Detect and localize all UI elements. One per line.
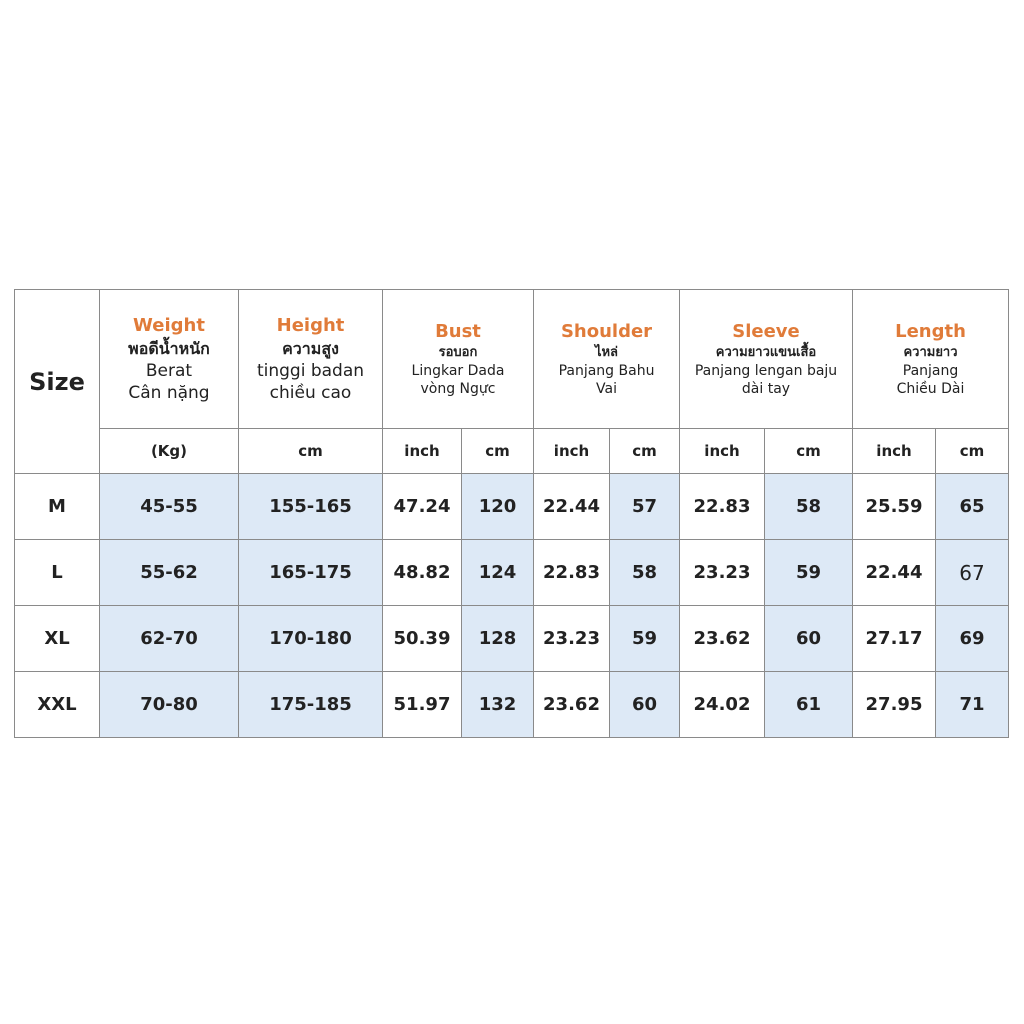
sleeve-inch-cell: 23.62 [680,606,765,672]
height-cell: 175-185 [239,672,383,738]
length-vietnamese-label: Chiều Dài [896,381,965,398]
bust-thai-label: รอบอก [438,345,478,361]
size-header-label: Size [29,367,85,396]
shoulder-cm-cell: 59 [610,606,680,672]
sleeve-cm-cell: 59 [765,540,853,606]
height-indonesian-label: tinggi badan [256,361,365,381]
unit-cell: cm [936,429,1009,474]
length-inch-cell: 27.17 [853,606,936,672]
weight-header [100,290,239,429]
sleeve-inch-cell: 22.83 [680,474,765,540]
header-row [15,290,1009,429]
unit-row [15,429,1009,474]
shoulder-cm-cell: 57 [610,474,680,540]
shoulder-indonesian-label: Panjang Bahu [558,362,655,379]
sleeve-inch-cell: 23.23 [680,540,765,606]
unit-cell: inch [853,429,936,474]
shoulder-inch-cell: 22.83 [534,540,610,606]
length-cm-cell: 67 [936,540,1009,606]
height-cell: 165-175 [239,540,383,606]
weight-cell: 70-80 [100,672,239,738]
weight-cell: 45-55 [100,474,239,540]
weight-cell: 62-70 [100,606,239,672]
shoulder-cm-cell: 58 [610,540,680,606]
sleeve-inch-cell: 24.02 [680,672,765,738]
weight-cell: 55-62 [100,540,239,606]
length-label: Length [895,320,966,342]
length-inch-cell: 25.59 [853,474,936,540]
sleeve-indonesian-label: Panjang lengan baju [694,362,838,379]
length-header [853,290,1009,429]
shoulder-thai-label: ไหล่ [594,345,619,361]
weight-vietnamese-label: Cân nặng [128,383,210,404]
length-cm-cell: 71 [936,672,1009,738]
height-cell: 170-180 [239,606,383,672]
shoulder-cm-cell: 60 [610,672,680,738]
table-row [15,672,1009,738]
size-header-cell [15,290,100,474]
length-indonesian-label: Panjang [902,362,959,379]
size-cell: M [15,474,100,540]
bust-cm-cell: 124 [462,540,534,606]
shoulder-inch-cell: 23.23 [534,606,610,672]
length-thai-label: ความยาว [903,345,958,361]
bust-label: Bust [435,320,481,342]
bust-header [383,290,534,429]
size-cell: XL [15,606,100,672]
unit-cell: cm [239,429,383,474]
shoulder-vietnamese-label: Vai [596,381,617,398]
unit-cell: inch [534,429,610,474]
sleeve-header [680,290,853,429]
height-thai-label: ความสูง [282,339,339,359]
bust-vietnamese-label: vòng Ngực [420,381,496,398]
unit-cell: cm [610,429,680,474]
length-cm-cell: 69 [936,606,1009,672]
sleeve-cm-cell: 61 [765,672,853,738]
unit-cell: inch [680,429,765,474]
height-header [239,290,383,429]
weight-indonesian-label: Berat [145,361,193,381]
shoulder-inch-cell: 22.44 [534,474,610,540]
height-vietnamese-label: chiều cao [269,383,352,404]
size-cell: L [15,540,100,606]
bust-cm-cell: 120 [462,474,534,540]
size-cell: XXL [15,672,100,738]
unit-cell: cm [462,429,534,474]
bust-cm-cell: 128 [462,606,534,672]
sleeve-thai-label: ความยาวแขนเสื้อ [715,345,817,361]
length-cm-cell: 65 [936,474,1009,540]
bust-indonesian-label: Lingkar Dada [411,362,505,379]
shoulder-header [534,290,680,429]
table-row [15,474,1009,540]
sleeve-vietnamese-label: dài tay [741,381,791,398]
table-row [15,606,1009,672]
size-chart-table [14,289,1009,738]
sleeve-label: Sleeve [732,320,800,342]
length-inch-cell: 27.95 [853,672,936,738]
sleeve-cm-cell: 60 [765,606,853,672]
height-label: Height [276,314,345,336]
sleeve-cm-cell: 58 [765,474,853,540]
shoulder-inch-cell: 23.62 [534,672,610,738]
bust-inch-cell: 47.24 [383,474,462,540]
weight-label: Weight [133,314,205,336]
bust-inch-cell: 48.82 [383,540,462,606]
shoulder-label: Shoulder [560,320,653,342]
bust-cm-cell: 132 [462,672,534,738]
table-row [15,540,1009,606]
bust-inch-cell: 51.97 [383,672,462,738]
unit-cell: inch [383,429,462,474]
height-cell: 155-165 [239,474,383,540]
bust-inch-cell: 50.39 [383,606,462,672]
unit-cell: cm [765,429,853,474]
length-inch-cell: 22.44 [853,540,936,606]
unit-cell: (Kg) [100,429,239,474]
weight-thai-label: พอดีน้ำหนัก [128,339,210,359]
